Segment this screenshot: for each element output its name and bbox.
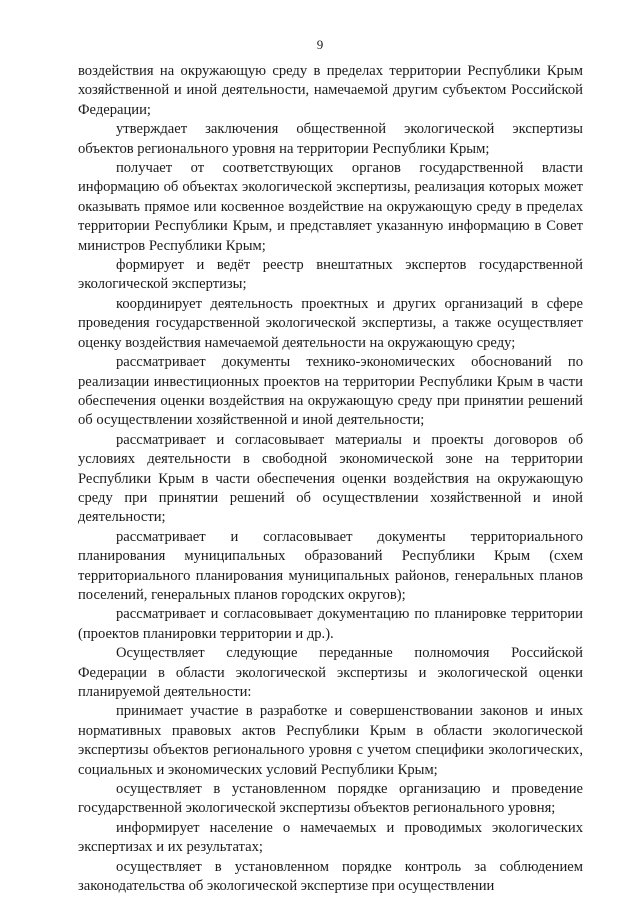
paragraph: воздействия на окружающую среду в пределах территории Республики Крым хозяйственной и иной деятельности, намечаемой другим субъектом Российской Федерации; bbox=[78, 63, 583, 118]
page-number: 9 bbox=[316, 37, 324, 52]
paragraph: принимает участие в разработке и совершенствовании законов и иных нормативных правовых актов Республики Крым в области экологической экспертизы объектов регионального уровня с учетом специфики экологических, социальных и экономических условий Республики Крым; bbox=[78, 703, 583, 778]
paragraph: осуществляет в установленном порядке организацию и проведение государственной экологической экспертизы объектов регионального уровня; bbox=[78, 781, 583, 817]
paragraph: информирует население о намечаемых и проводимых экологических экспертизах и их результатах; bbox=[78, 819, 583, 856]
document-body bbox=[78, 62, 583, 896]
paragraph: получает от соответствующих органов государственной власти информацию об объектах экологической экспертизы, реализация которых может оказывать прямое или косвенное воздействие на окружающую среду в пределах территории Республики Крым, и представляет указанную информацию в Совет министров Республики Крым; bbox=[78, 160, 583, 254]
paragraph: Осуществляет следующие переданные полномочия Российской Федерации в области экологической экспертизы и экологической оценки планируемой деятельности: bbox=[78, 645, 583, 700]
paragraph: осуществляет в установленном порядке контроль за соблюдением законодательства об экологической экспертизе при осуществлении bbox=[78, 858, 583, 895]
paragraph: рассматривает документы технико-экономических обоснований по реализации инвестиционных проектов на территории Республики Крым в части обеспечения оценки воздействия на окружающую среду при принятии решений об осуществлении хозяйственной и иной деятельности; bbox=[78, 354, 583, 429]
paragraph: рассматривает и согласовывает материалы и проекты договоров об условиях деятельности в свободной экономической зоне на территории Республики Крым в части обеспечения оценки воздействия на окружающую среду при принятии решений об осуществлении хозяйственной и иной деятельности; bbox=[78, 431, 583, 526]
paragraph: формирует и ведёт реестр внештатных экспертов государственной экологической экспертизы; bbox=[78, 257, 583, 293]
paragraph: рассматривает и согласовывает документацию по планировке территории (проектов планировки территории и др.). bbox=[78, 606, 583, 642]
paragraph: утверждает заключения общественной экологической экспертизы объектов регионального уровня на территории Республики Крым; bbox=[78, 121, 583, 157]
paragraph: рассматривает и согласовывает документы территориального планирования муниципальных образований Республики Крым (схем территориального планирования муниципальных районов, генеральных планов поселений, генеральных планов городских округов); bbox=[78, 528, 583, 603]
paragraph: координирует деятельность проектных и других организаций в сфере проведения государственной экологической экспертизы, а также осуществляет оценку воздействия намечаемой деятельности на окружающую среду; bbox=[78, 295, 583, 351]
